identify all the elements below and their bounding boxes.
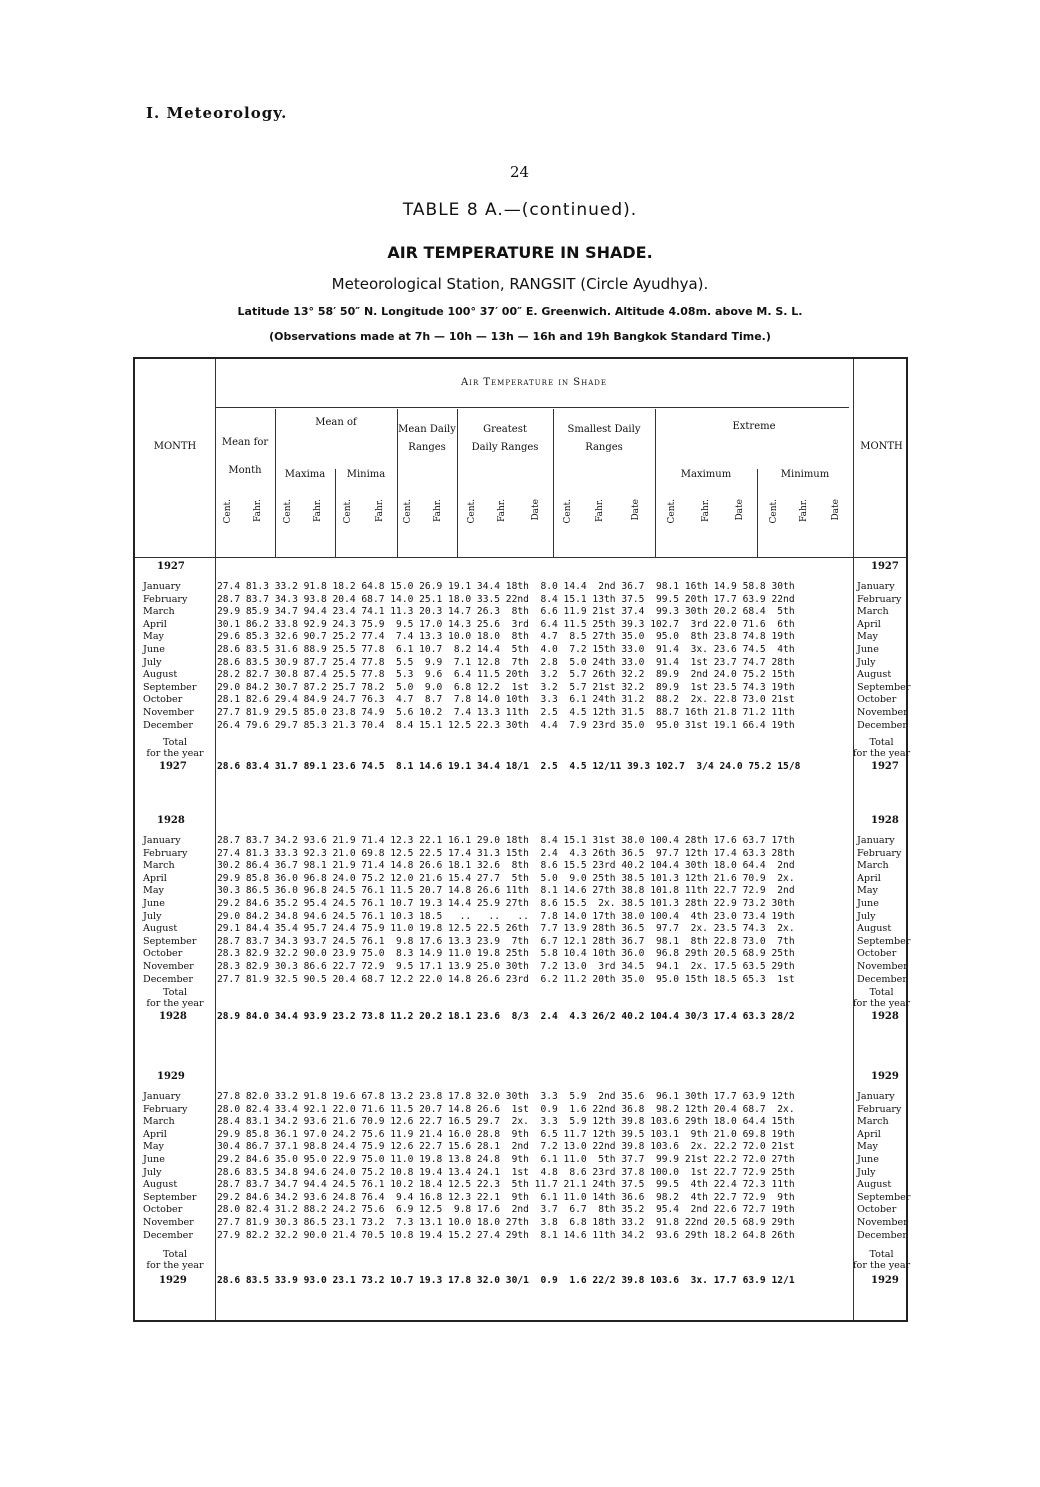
main-title: AIR TEMPERATURE IN SHADE. [387,243,653,262]
col-divider [853,359,854,1320]
month-list: January February March April May June July August September October November December [143,581,197,731]
header-divider [215,407,849,408]
sub-cent: Cent. [403,499,413,524]
header-divider [135,557,906,558]
total-label: Total for the year [146,1249,204,1271]
month-list: January February March April May June July August September October November December [857,581,911,731]
sub-fahr: Fahr. [701,499,711,522]
total-year: 1929 [871,1275,899,1286]
sub-fahr: Fahr. [375,499,385,522]
total-label: Total for the year [853,737,911,759]
sub-cent: Cent. [467,499,477,524]
extreme-header: Extreme [732,421,776,432]
section-title: I. Meteorology. [146,104,288,122]
year-label: 1929 [157,1071,185,1082]
month-list: January February March April May June July August September October November December [143,1091,197,1241]
col-divider [757,469,758,557]
total-label: Total for the year [146,737,204,759]
sub-fahr: Fahr. [253,499,263,522]
data-rows: 27.8 82.0 33.2 91.8 19.6 67.8 13.2 23.8 17.8 32.0 30th 3.3 5.9 2nd 35.6 96.1 30th 17.7 63.9 12th 28.0 82.4 33.4 92.1 22.0 71.6 11.5 20.7 14.8 26.6 1st 0.9 1.6 22nd 36.8 98.2 12th 20.4 68.7 2x. 28.4 83.1 34.2 93.6 21.6 70.9 12.6 22.7 16.5 29.7 2x. 3.3 5.9 12th 39.8 103.6 29th 18.0 64.4 15th 29.9 85.8 36.1 97.0 24.2 75.6 11.9 21.4 16.0 28.8 9th 6.5 11.7 12th 39.5 103.1 9th 21.0 69.8 19th 30.4 86.7 37.1 98.8 24.4 75.9 12.6 22.7 15.6 28.1 2nd 7.2 13.0 22nd 39.8 103.6 2x. 22.2 72.0 21st 29.2 84.6 35.0 95.0 22.9 75.0 11.0 19.8 13.8 24.8 9th 6.1 11.0 5th 37.7 99.9 21st 22.2 72.0 27th 28.6 83.5 34.8 94.6 24.0 75.2 10.8 19.4 13.4 24.1 1st 4.8 8.6 23rd 37.8 100.0 1st 22.7 72.9 25th 28.7 83.7 34.7 94.4 24.5 76.1 10.2 18.4 12.5 22.3 5th 11.7 21.1 24th 37.5 99.5 4th 22.4 72.3 11th 29.2 84.6 34.2 93.6 24.8 76.4 9.4 16.8 12.3 22.1 9th 6.1 11.0 14th 36.6 98.2 4th 22.7 72.9 9th 28.0 82.4 31.2 88.2 24.2 75.6 6.9 12.5 9.8 17.6 2nd 3.7 6.7 8th 35.2 95.4 2nd 22.6 72.7 19th 27.7 81.9 30.3 86.5 23.1 73.2 7.3 13.1 10.0 18.0 27th 3.8 6.8 18th 33.2 91.8 22nd 20.5 68.9 29th 27.9 82.2 32.2 90.0 21.4 70.5 10.8 19.4 15.2 27.4 29th 8.1 14.6 11th 34.2 93.6 29th 18.2 64.8 26th [217,1091,795,1241]
sub-cent: Cent. [343,499,353,524]
mean-month-header: Mean for Month [221,437,269,476]
minimum-header: Minimum [780,469,830,480]
sub-fahr: Fahr. [497,499,507,522]
maxima-header: Maxima [284,469,326,480]
total-row: 28.6 83.5 33.9 93.0 23.1 73.2 10.7 19.3 17.8 32.0 30/1 0.9 1.6 22/2 39.8 103.6 3x. 17.7 63.9 12/1 [217,1275,795,1286]
total-year: 1927 [159,761,187,772]
total-row: 28.6 83.4 31.7 89.1 23.6 74.5 8.1 14.6 19.1 34.4 18/1 2.5 4.5 12/11 39.3 102.7 3/4 24.0 75.2 15/8 [217,761,801,772]
air-temp-header: Air Temperature in Shade [460,377,608,388]
data-rows: 28.7 83.7 34.2 93.6 21.9 71.4 12.3 22.1 16.1 29.0 18th 8.4 15.1 31st 38.0 100.4 28th 17.6 63.7 17th 27.4 81.3 33.3 92.3 21.0 69.8 12.5 22.5 17.4 31.3 15th 2.4 4.3 26th 36.5 97.7 12th 17.4 63.3 28th 30.2 86.4 36.7 98.1 21.9 71.4 14.8 26.6 18.1 32.6 8th 8.6 15.5 23rd 40.2 104.4 30th 18.0 64.4 2nd 29.9 85.8 36.0 96.8 24.0 75.2 12.0 21.6 15.4 27.7 5th 5.0 9.0 25th 38.5 101.3 12th 21.6 70.9 2x. 30.3 86.5 36.0 96.8 24.5 76.1 11.5 20.7 14.8 26.6 11th 8.1 14.6 27th 38.8 101.8 11th 22.7 72.9 2nd 29.2 84.6 35.2 95.4 24.5 76.1 10.7 19.3 14.4 25.9 27th 8.6 15.5 2x. 38.5 101.3 28th 22.9 73.2 30th 29.0 84.2 34.8 94.6 24.5 76.1 10.3 18.5 .. .. .. 7.8 14.0 17th 38.0 100.4 4th 23.0 73.4 19th 29.1 84.4 35.4 95.7 24.4 75.9 11.0 19.8 12.5 22.5 26th 7.7 13.9 28th 36.5 97.7 2x. 23.5 74.3 2x. 28.7 83.7 34.3 93.7 24.5 76.1 9.8 17.6 13.3 23.9 7th 6.7 12.1 28th 36.7 98.1 8th 22.8 73.0 7th 28.3 82.9 32.2 90.0 23.9 75.0 8.3 14.9 11.0 19.8 25th 5.8 10.4 10th 36.0 96.8 29th 20.5 68.9 25th 28.3 82.9 30.3 86.6 22.7 72.9 9.5 17.1 13.9 25.0 30th 7.2 13.0 3rd 34.5 94.1 2x. 17.5 63.5 29th 27.7 81.9 32.5 90.5 20.4 68.7 12.2 22.0 14.8 26.6 23rd 6.2 11.2 20th 35.0 95.0 15th 18.5 65.3 1st [217,835,795,985]
year-label: 1927 [157,561,185,572]
month-list: January February March April May June July August September October November December [857,1091,911,1241]
col-divider [215,359,216,1320]
sub-cent: Cent. [563,499,573,524]
total-label: Total for the year [146,987,204,1009]
total-label: Total for the year [853,1249,911,1271]
month-list: January February March April May June July August September October November December [143,835,197,985]
month-header-right: MONTH [860,441,903,452]
total-year: 1929 [159,1275,187,1286]
sub-fahr: Fahr. [799,499,809,522]
station-name: Meteorological Station, RANGSIT (Circle Ayudhya). [331,275,709,293]
temperature-table [133,357,911,1322]
minima-header: Minima [346,469,386,480]
year-label: 1929 [871,1071,899,1082]
total-year: 1928 [871,1011,899,1022]
year-label: 1928 [157,815,185,826]
sub-cent: Cent. [667,499,677,524]
sub-date: Date [531,499,541,521]
greatest-ranges-header: Greatest Daily Ranges [471,424,539,453]
total-year: 1928 [159,1011,187,1022]
month-header-left: MONTH [153,441,197,452]
maximum-header: Maximum [680,469,732,480]
sub-cent: Cent. [283,499,293,524]
sub-date: Date [631,499,641,521]
sub-date: Date [735,499,745,521]
mean-of-header: Mean of [315,417,357,428]
sub-date: Date [831,499,841,521]
month-list: January February March April May June July August September October November December [857,835,911,985]
mean-ranges-header: Mean Daily Ranges [398,424,456,453]
sub-fahr: Fahr. [595,499,605,522]
col-divider [275,409,276,557]
total-year: 1927 [871,761,899,772]
data-rows: 27.4 81.3 33.2 91.8 18.2 64.8 15.0 26.9 19.1 34.4 18th 8.0 14.4 2nd 36.7 98.1 16th 14.9 58.8 30th 28.7 83.7 34.3 93.8 20.4 68.7 14.0 25.1 18.0 33.5 22nd 8.4 15.1 13th 37.5 99.5 20th 17.7 63.9 22nd 29.9 85.9 34.7 94.4 23.4 74.1 11.3 20.3 14.7 26.3 8th 6.6 11.9 21st 37.4 99.3 30th 20.2 68.4 5th 30.1 86.2 33.8 92.9 24.3 75.9 9.5 17.0 14.3 25.6 3rd 6.4 11.5 25th 39.3 102.7 3rd 22.0 71.6 6th 29.6 85.3 32.6 90.7 25.2 77.4 7.4 13.3 10.0 18.0 8th 4.7 8.5 27th 35.0 95.0 8th 23.8 74.8 19th 28.6 83.5 31.6 88.9 25.5 77.8 6.1 10.7 8.2 14.4 5th 4.0 7.2 15th 33.0 91.4 3x. 23.6 74.5 4th 28.6 83.5 30.9 87.7 25.4 77.8 5.5 9.9 7.1 12.8 7th 2.8 5.0 24th 33.0 91.4 1st 23.7 74.7 28th 28.2 82.7 30.8 87.4 25.5 77.8 5.3 9.6 6.4 11.5 20th 3.2 5.7 26th 32.2 89.9 2nd 24.0 75.2 15th 29.0 84.2 30.7 87.2 25.7 78.2 5.0 9.0 6.8 12.2 1st 3.2 5.7 21st 32.2 89.9 1st 23.5 74.3 19th 28.1 82.6 29.4 84.9 24.7 76.3 4.7 8.7 7.8 14.0 10th 3.3 6.1 24th 31.2 88.2 2x. 22.8 73.0 21st 27.7 81.9 29.5 85.0 23.8 74.9 5.6 10.2 7.4 13.3 11th 2.5 4.5 12th 31.5 88.7 16th 21.8 71.2 11th 26.4 79.6 29.7 85.3 21.3 70.4 8.4 15.1 12.5 22.3 30th 4.4 7.9 23rd 35.0 95.0 31st 19.1 66.4 19th [217,581,795,731]
page-number: 24 [510,163,530,181]
sub-fahr: Fahr. [313,499,323,522]
sub-cent: Cent. [223,499,233,524]
total-row: 28.9 84.0 34.4 93.9 23.2 73.8 11.2 20.2 18.1 23.6 8/3 2.4 4.3 26/2 40.2 104.4 30/3 17.4 63.3 28/2 [217,1011,795,1022]
observations-line: (Observations made at 7h — 10h — 13h — 16h and 19h Bangkok Standard Time.) [269,330,771,343]
col-divider [335,469,336,557]
sub-fahr: Fahr. [433,499,443,522]
total-label: Total for the year [853,987,911,1009]
smallest-ranges-header: Smallest Daily Ranges [567,424,641,453]
location-line: Latitude 13° 58′ 50″ N. Longitude 100° 37′ 00″ E. Greenwich. Altitude 4.08m. above M. S. L. [237,305,803,318]
sub-cent: Cent. [769,499,779,524]
year-label: 1927 [871,561,899,572]
year-label: 1928 [871,815,899,826]
table-title: TABLE 8 A.—(continued). [402,200,638,220]
